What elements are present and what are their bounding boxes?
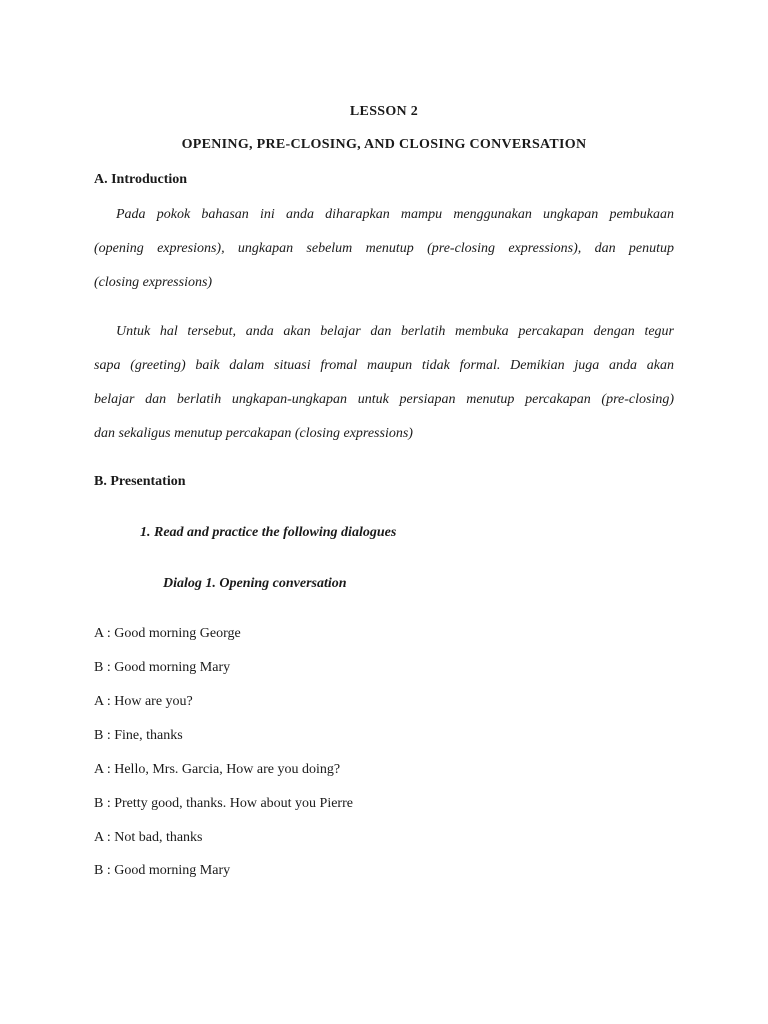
dialog-line: A : Not bad, thanks [94,830,203,845]
paragraph-line: sapa (greeting) baik dalam situasi fromal maupun tidak formal. Demikian juga anda akan [94,358,674,373]
dialog-title: Dialog 1. Opening conversation [163,576,347,591]
dialog-line: B : Pretty good, thanks. How about you Pierre [94,796,353,811]
paragraph-line: dan sekaligus menutup percakapan (closing expressions) [94,426,413,441]
lesson-number: LESSON 2 [349,104,419,119]
paragraph-line: (closing expressions) [94,275,213,290]
paragraph-line: Untuk hal tersebut, anda akan belajar dan berlatih membuka percakapan dengan tegur [116,324,674,339]
paragraph-line: belajar dan berlatih ungkapan-ungkapan untuk persiapan menutup percakapan (pre-closing) [94,392,674,407]
presentation-heading: B. Presentation [94,474,186,489]
page-title: OPENING, PRE-CLOSING, AND CLOSING CONVERSATION [181,137,587,152]
dialog-line: A : Hello, Mrs. Garcia, How are you doing? [94,762,341,777]
dialog-line: B : Fine, thanks [94,728,183,743]
introduction-paragraph-1 [94,205,674,307]
dialog-line: A : How are you? [94,694,193,709]
paragraph-line: (opening expresions), ungkapan sebelum menutup (pre-closing expressions), dan penutup [94,241,674,256]
dialog-line: B : Good morning Mary [94,863,231,878]
introduction-heading: A. Introduction [94,172,188,187]
dialog-line: A : Good morning George [94,626,241,641]
paragraph-line: Pada pokok bahasan ini anda diharapkan mampu menggunakan ungkapan pembukaan [116,207,674,222]
dialog-line: B : Good morning Mary [94,660,231,675]
introduction-paragraph-2 [94,322,674,458]
practice-instruction: 1. Read and practice the following dialogues [140,525,397,540]
